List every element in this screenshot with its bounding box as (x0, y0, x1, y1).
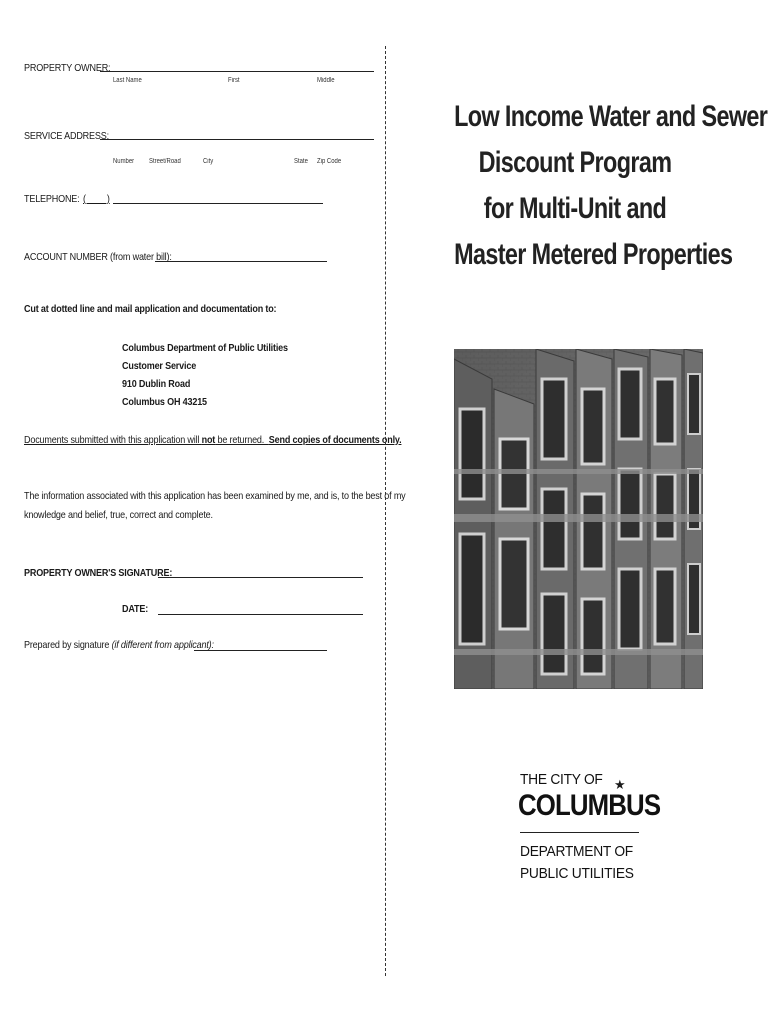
documents-notice (24, 434, 401, 446)
attestation-line-1: The information associated with this application has been examined by me, and is, to the best of my (24, 490, 406, 502)
property-owner-field[interactable] (100, 71, 374, 72)
owner-middle-name-caption: Middle (317, 77, 335, 84)
logo-divider (520, 832, 639, 833)
prepared-by-italic: (if different from applicant): (111, 639, 214, 651)
telephone-field[interactable] (113, 203, 323, 204)
signature-label: PROPERTY OWNER'S SIGNATURE: (24, 567, 173, 579)
notice-text-1: Documents submitted with this application will (24, 434, 202, 446)
date-label: DATE: (122, 603, 149, 615)
signature-field[interactable] (158, 577, 363, 578)
address-street-caption: Street/Road (149, 158, 181, 165)
owner-first-name-caption: First (228, 77, 240, 84)
prepared-by-text: Prepared by signature (24, 639, 112, 651)
prepared-by-label (24, 639, 214, 651)
mail-address-line-1: Columbus Department of Public Utilities (122, 342, 288, 354)
notice-send-copies: Send copies of documents only. (268, 434, 402, 446)
mail-address-line-2: Customer Service (122, 360, 197, 372)
telephone-label: TELEPHONE: (24, 193, 80, 205)
logo-department-of: DEPARTMENT OF (520, 843, 633, 860)
service-address-label: SERVICE ADDRESS: (24, 130, 109, 142)
cut-dotted-line (385, 46, 386, 976)
title-line-1: Low Income Water and Sewer (454, 100, 768, 133)
notice-text-2: be returned. (215, 434, 269, 446)
building-facade-photo (454, 349, 703, 689)
address-zip-caption: Zip Code (317, 158, 342, 165)
address-city-caption: City (203, 158, 214, 165)
account-number-label: ACCOUNT NUMBER (from water bill): (24, 251, 172, 263)
star-icon: ★ (614, 777, 626, 792)
date-field[interactable] (158, 614, 363, 615)
title-line-4: Master Metered Properties (454, 238, 733, 271)
attestation-line-2: knowledge and belief, true, correct and complete. (24, 509, 213, 521)
address-state-caption: State (294, 158, 308, 165)
cut-instruction: Cut at dotted line and mail application and documentation to: (24, 303, 277, 315)
title-line-3: for Multi-Unit and (483, 192, 667, 225)
prepared-by-field[interactable] (194, 650, 327, 651)
address-number-caption: Number (113, 158, 135, 165)
cover-title (420, 94, 768, 278)
property-owner-label: PROPERTY OWNER: (24, 62, 111, 74)
logo-columbus: COLUMBUS (518, 789, 661, 822)
logo-city-of: THE CITY OF (520, 771, 603, 788)
account-number-field[interactable] (155, 261, 327, 262)
owner-last-name-caption: Last Name (113, 77, 142, 84)
mail-address-line-4: Columbus OH 43215 (122, 396, 207, 408)
title-line-2: Discount Program (478, 146, 672, 179)
service-address-field[interactable] (100, 139, 374, 140)
notice-not: not (201, 434, 216, 446)
mail-address-line-3: 910 Dublin Road (122, 378, 191, 390)
telephone-area-code[interactable]: ( ) (83, 193, 110, 205)
logo-public-utilities: PUBLIC UTILITIES (520, 865, 634, 882)
